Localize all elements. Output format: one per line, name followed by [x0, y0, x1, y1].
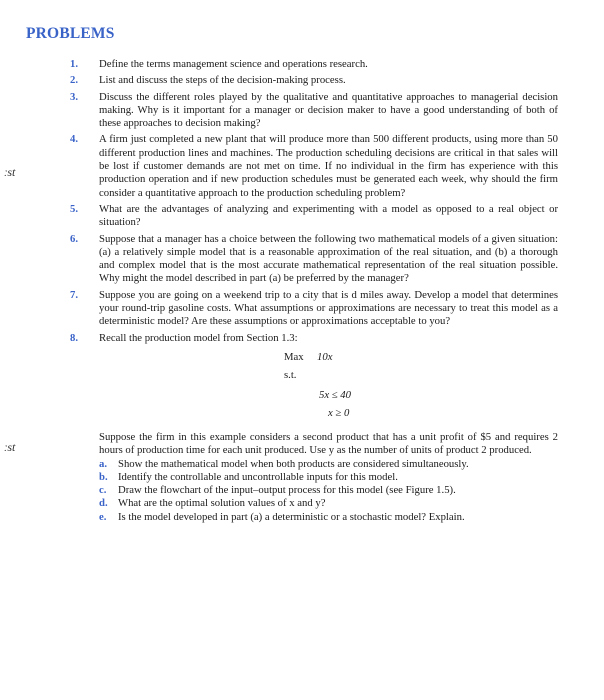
section-heading: PROBLEMS	[26, 25, 115, 42]
problem-text: Discuss the different roles played by the qualitative and quantitative approaches to managerial decision making. Why is it important for a manager or decision maker to have a good understanding of both of these approaches to decision making?	[99, 90, 558, 130]
model-max-label: Max	[284, 350, 304, 363]
problem-text: List and discuss the steps of the decision-making process.	[99, 74, 346, 87]
problem-item	[70, 332, 558, 524]
problem-number: 2.	[70, 74, 79, 87]
problem-item	[70, 203, 558, 230]
subpart-text: Identify the controllable and uncontrollable inputs for this model.	[118, 470, 398, 483]
margin-note: ːst	[4, 165, 16, 179]
subpart-item	[99, 458, 558, 471]
subpart-letter: c.	[99, 484, 107, 497]
subpart-text: What are the optimal solution values of x and y?	[118, 497, 326, 510]
subpart-item	[99, 471, 558, 484]
problem-list	[70, 58, 558, 527]
subpart-letter: d.	[99, 497, 108, 510]
problem-text: A firm just completed a new plant that will produce more than 500 different products, using more than 50 different production lines and machines. The production scheduling decisions are critical in that sales will be lost if customer demands are not met on time. If no individual in the firm has experience with this production operation and if new production schedules must be generated each week, why should the firm consider a quantitative approach to the production scheduling problem?	[99, 133, 558, 199]
problem-item	[70, 74, 558, 87]
model-constraint: 5x ≤ 40	[319, 388, 351, 401]
subpart-letter: a.	[99, 457, 108, 470]
subpart-item	[99, 511, 558, 524]
problem-number: 5.	[70, 202, 79, 215]
subpart-text: Draw the flowchart of the input–output process for this model (see Figure 1.5).	[118, 484, 456, 497]
problem-text: Define the terms management science and operations research.	[99, 58, 368, 70]
problem-text: Suppose you are going on a weekend trip to a city that is d miles away. Develop a model that determines your round-trip gasoline costs. What assumptions or approximations are necessary to treat this model as a deterministic model? Are these assumptions or approximations acceptable to you?	[99, 288, 558, 328]
problem-text: Recall the production model from Section 1.3:	[99, 331, 298, 344]
problem-number: 8.	[70, 331, 79, 344]
problem-number: 7.	[70, 288, 79, 301]
problem-item	[70, 58, 558, 71]
subpart-text: Is the model developed in part (a) a deterministic or a stochastic model? Explain.	[118, 510, 465, 523]
problem-item	[70, 133, 558, 199]
problem-item	[70, 289, 558, 329]
model-st-label: s.t.	[284, 368, 297, 381]
margin-note: ːst	[4, 440, 16, 454]
problem-number: 4.	[70, 133, 79, 146]
problem-number: 1.	[70, 58, 79, 70]
problem-text: What are the advantages of analyzing and experimenting with a model as opposed to a real object or situation?	[99, 202, 558, 229]
problem-number: 6.	[70, 232, 79, 245]
problem-item	[70, 91, 558, 131]
problem-number: 3.	[70, 90, 79, 103]
subpart-letter: e.	[99, 510, 107, 523]
problem-text: Suppose that a manager has a choice between the following two mathematical models of a given situation: (a) a relatively simple model that is a reasonable approximation of the real situation, and (b) a thorough and complex model that is the most accurate mathematical representation of the real situation possible. Why might the model described in part (a) be preferred by the manager?	[99, 232, 558, 285]
problem-item	[70, 233, 558, 286]
model-constraint: x ≥ 0	[328, 406, 350, 419]
problem-continuation: Suppose the firm in this example considers a second product that has a unit profit of $5 and requires 2 hours of production time for each unit produced. Use y as the number of units of product 2 produced.	[99, 430, 558, 457]
subpart-item	[99, 497, 558, 510]
model-objective: 10x	[317, 350, 333, 363]
subpart-letter: b.	[99, 470, 108, 483]
subpart-item	[99, 484, 558, 497]
subpart-text: Show the mathematical model when both products are considered simultaneously.	[118, 457, 469, 470]
math-model	[99, 345, 558, 427]
